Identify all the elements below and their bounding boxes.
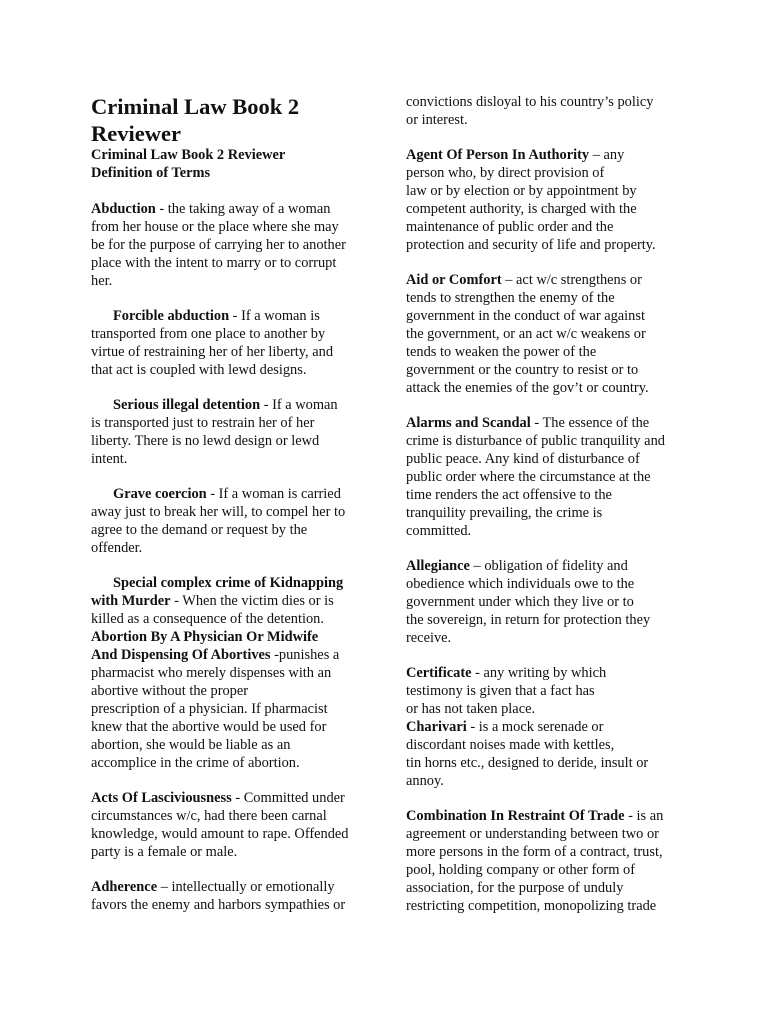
definition-text: tin horns etc., designed to deride, insult or [406,755,649,771]
definition-text: discordant noises made with kettles, [406,737,615,753]
term-label: with Murder [91,593,171,609]
definition-text-line [91,664,385,682]
definition-text: accomplice in the crime of abortion. [91,755,300,771]
definition-text-line [91,825,385,843]
definition-text-line [91,503,385,521]
definition-text: - Committed under [231,790,345,806]
definition-text: pool, holding company or other form of [406,862,636,878]
definition-text-line [406,343,702,361]
definition-text: abortion, she would be liable as an [91,737,291,753]
term-definition-line [406,557,702,575]
definition-text: protection and security of life and property. [406,237,656,253]
term-definition-line [91,628,385,646]
term-definition-line [406,718,702,736]
term-label: Adherence [91,879,158,895]
definition-text: agreement or understanding between two or [406,826,659,842]
definition-text-line [91,218,385,236]
document-title-line-1: Criminal Law Book 2 [91,94,300,119]
definition-text-line [406,897,702,915]
term-label: Serious illegal detention [113,397,261,413]
definition-text: maintenance of public order and the [406,219,614,235]
definition-text-line [406,307,702,325]
definition-text: tends to strengthen the enemy of the [406,290,615,306]
term-definition-line [406,414,702,432]
definition-text: obedience which individuals owe to the [406,576,635,592]
definition-text-line [406,325,702,343]
term-label: Aid or Comfort [406,272,502,288]
definition-text: – obligation of fidelity and [469,558,628,574]
definition-text-line [406,843,702,861]
definition-text: - When the victim dies or is [170,593,334,609]
term-label: Grave coercion [113,486,207,502]
definition-text: - the taking away of a woman [155,201,331,217]
definition-text-line [406,468,702,486]
definition-text: - If a woman [260,397,338,413]
term-definition-line [406,807,702,825]
definition-text: the government, or an act w/c weakens or [406,326,646,342]
definition-text: that act is coupled with lewd designs. [91,362,307,378]
definition-text: pharmacist who merely dispenses with an [91,665,332,681]
definition-text: convictions disloyal to his country’s policy [406,94,654,110]
definition-text: favors the enemy and harbors sympathies or [91,897,346,913]
definition-text-line [406,575,702,593]
definition-text: abortive without the proper [91,683,249,699]
definition-text: restricting competition, monopolizing trade [406,898,657,914]
definition-text-line [91,539,385,557]
definition-text-line [406,682,702,700]
definition-text: her. [91,273,113,289]
definition-text-line [406,504,702,522]
definition-text: time renders the act offensive to the [406,487,612,503]
definition-text-line [91,343,385,361]
term-definition-line [113,574,385,592]
definition-text-line [406,736,702,754]
definition-text: - is an [624,808,664,824]
definition-text: – any [589,147,625,163]
definition-text-line [91,896,385,914]
definition-text-line [91,432,385,450]
definition-text: public order where the circumstance at the [406,469,651,485]
term-definition-line [113,485,385,503]
definition-text-line [91,700,385,718]
definition-text: or interest. [406,112,468,128]
definition-text: government or the country to resist or to [406,362,639,378]
term-definition-line [91,200,385,218]
definition-text: prescription of a physician. If pharmacist [91,701,328,717]
term-definition-line [91,789,385,807]
definition-text-line [406,700,702,718]
document-title-line-2: Reviewer [91,121,181,146]
term-definition-line [406,664,702,682]
definition-text: virtue of restraining her of her liberty, and [91,344,334,360]
term-label: Acts Of Lasciviousness [91,790,232,806]
term-definition-line [113,396,385,414]
definition-text: -punishes a [270,647,340,663]
term-label: Combination In Restraint Of Trade [406,808,625,824]
definition-text: away just to break her will, to compel her to [91,504,346,520]
definition-text-line [91,236,385,254]
definition-text: liberty. There is no lewd design or lewd [91,433,320,449]
definition-text-line [91,736,385,754]
definition-text-line [406,450,702,468]
definition-text-line [406,754,702,772]
definition-text: attack the enemies of the gov’t or country. [406,380,649,396]
definition-text-line [91,450,385,468]
term-definition-line [91,592,385,610]
definition-text: law or by election or by appointment by [406,183,637,199]
definition-text: - is a mock serenade or [466,719,604,735]
definition-text: killed as a consequence of the detention. [91,611,324,627]
definition-text-line [406,361,702,379]
document-subtitle-line-1: Criminal Law Book 2 Reviewer [91,147,286,163]
definition-text: - any writing by which [471,665,607,681]
definition-text: party is a female or male. [91,844,238,860]
definition-text-line [406,772,702,790]
definition-text: committed. [406,523,472,539]
definition-text: testimony is given that a fact has [406,683,595,699]
definition-text: receive. [406,630,452,646]
definition-text-line [91,414,385,432]
definition-text-line [406,182,702,200]
definition-text: annoy. [406,773,444,789]
definition-text: - If a woman is [229,308,320,324]
definition-text-line [91,521,385,539]
definition-text-line [406,379,702,397]
term-definition-line [406,146,702,164]
term-label: Charivari [406,719,467,735]
definition-text-line [91,682,385,700]
term-label: Forcible abduction [113,308,230,324]
definition-text: is transported just to restrain her of her [91,415,315,431]
definition-text-line [91,807,385,825]
definition-text: - If a woman is carried [206,486,341,502]
definition-text: place with the intent to marry or to corrupt [91,255,337,271]
definition-text: more persons in the form of a contract, trust, [406,844,663,860]
term-label: Agent Of Person In Authority [406,147,590,163]
definition-text-line [406,629,702,647]
term-label: Abduction [91,201,156,217]
definition-text-line [406,236,702,254]
definition-text-line [91,325,385,343]
definition-text: agree to the demand or request by the [91,522,308,538]
definition-text: the sovereign, in return for protection they [406,612,651,628]
definition-text: government in the conduct of war against [406,308,645,324]
definition-text: intent. [91,451,128,467]
definition-text-line [406,218,702,236]
definition-text: government under which they live or to [406,594,634,610]
definition-text: – intellectually or emotionally [157,879,335,895]
definition-text: be for the purpose of carrying her to another [91,237,346,253]
definition-text-line [91,843,385,861]
definition-text-line [406,861,702,879]
definition-text: public peace. Any kind of disturbance of [406,451,640,467]
definition-text-line [406,879,702,897]
term-label: And Dispensing Of Abortives [91,647,271,663]
definition-text: tranquility prevailing, the crime is [406,505,603,521]
definition-text-line [406,486,702,504]
definition-text-line [406,200,702,218]
term-definition-line [91,878,385,896]
definition-text-line [406,611,702,629]
definition-text: - The essence of the [530,415,650,431]
definition-text-line [406,825,702,843]
definition-text: knowledge, would amount to rape. Offended [91,826,349,842]
definition-text: tends to weaken the power of the [406,344,597,360]
definition-text-line [91,718,385,736]
definition-text-line [406,164,702,182]
term-label: Alarms and Scandal [406,415,531,431]
term-definition-line [91,646,385,664]
definition-text: crime is disturbance of public tranquility and [406,433,665,449]
definition-text-line [91,272,385,290]
term-label: Certificate [406,665,472,681]
definition-text: circumstances w/c, had there been carnal [91,808,327,824]
definition-text-line [406,111,702,129]
definition-text-line [406,522,702,540]
term-label: Abortion By A Physician Or Midwife [91,629,319,645]
definition-text: – act w/c strengthens or [501,272,642,288]
definition-text-line [91,754,385,772]
definition-text-line [91,361,385,379]
definition-text: from her house or the place where she may [91,219,339,235]
definition-text: person who, by direct provision of [406,165,605,181]
definition-text-line [406,593,702,611]
document-subtitle-line-2: Definition of Terms [91,165,211,181]
definition-text-line [406,93,702,111]
term-label: Allegiance [406,558,470,574]
term-label: Special complex crime of Kidnapping [113,575,344,591]
definition-text: association, for the purpose of unduly [406,880,624,896]
definition-text-line [406,432,702,450]
term-definition-line [113,307,385,325]
definition-text-line [406,289,702,307]
definition-text: knew that the abortive would be used for [91,719,327,735]
definition-text: offender. [91,540,143,556]
definition-text: competent authority, is charged with the [406,201,637,217]
definition-text-line [91,610,385,628]
definition-text-line [91,254,385,272]
term-definition-line [406,271,702,289]
definition-text: transported from one place to another by [91,326,326,342]
definition-text: or has not taken place. [406,701,536,717]
